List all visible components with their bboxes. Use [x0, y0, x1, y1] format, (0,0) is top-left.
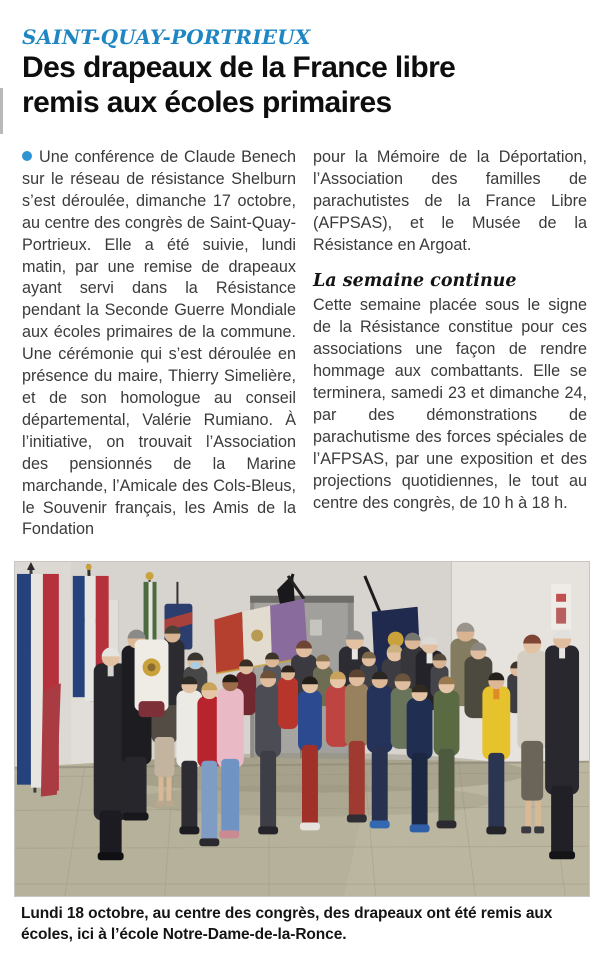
- left-paragraph: [22, 147, 296, 541]
- column-left: [22, 147, 296, 541]
- headline: [22, 50, 594, 120]
- scan-edge-artifact: [0, 88, 3, 134]
- headline-line-2: remis aux écoles primaires: [22, 86, 392, 119]
- headline-line-1: Des drapeaux de la France libre: [22, 51, 456, 84]
- article-photo: [14, 561, 590, 897]
- column-right: [313, 147, 587, 541]
- left-paragraph-text: Une conférence de Claude Benech sur le réseau de résistance Shelburn s’est déroulée, dimanche 17 octobre, au centre des congrès de Saint-Quay-Portrieux. Elle a été suivie, lundi matin, par une remise de drapeaux ayant servi dans la Résistance pendant la Seconde Guerre Mondiale aux écoles primaires de la commune. Une cérémonie qui s’est déroulée en présence du maire, Thierry Simelière, et de son homologue au conseil départemental, Valérie Rumiano. À l’initiative, on trouvait l’Association des pensionnés de la Marine marchande, l’Amicale des Cols-Bleus, le Souvenir français, les Amis de la Fondation: [22, 148, 296, 539]
- article-body: [22, 147, 588, 541]
- subhead: La semaine continue: [313, 270, 517, 291]
- photo-caption: Lundi 18 octobre, au centre des congrès, des drapeaux ont été remis aux écoles, ici à l’école Notre-Dame-de-la-Ronce.: [21, 905, 553, 943]
- section-kicker: SAINT-QUAY-PORTRIEUX: [22, 25, 311, 49]
- bullet-icon: [22, 151, 32, 161]
- photo-illustration: [15, 562, 589, 896]
- right-paragraph-2: Cette semaine placée sous le signe de la Résistance constitue pour ces associations une façon de rendre hommage aux combattants. Elle se terminera, samedi 23 et dimanche 24, par des démonstrations de parachutisme des forces spéciales de l’AFPSAS, par une exposition et des projections quotidiennes, le tout au centre des congrès, de 10 h à 18 h.: [313, 296, 587, 512]
- right-paragraph-1: pour la Mémoire de la Déportation, l’Association des familles de parachutistes de la France Libre (AFPSAS), et le Musée de la Résistance en Argoat.: [313, 148, 587, 254]
